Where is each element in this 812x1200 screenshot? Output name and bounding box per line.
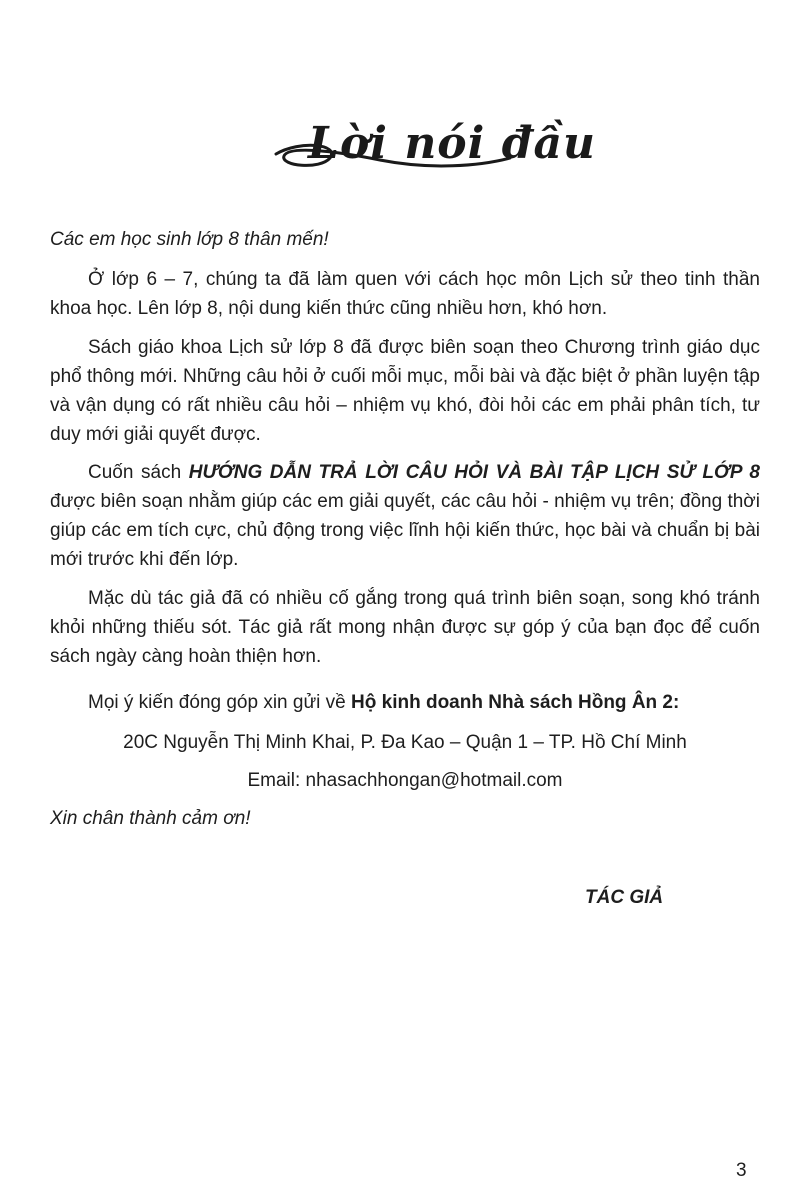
- signature: TÁC GIẢ: [585, 887, 664, 908]
- contact-address: 20C Nguyễn Thị Minh Khai, P. Đa Kao – Quận 1 – TP. Hồ Chí Minh: [123, 732, 687, 753]
- closing: Xin chân thành cảm ơn!: [50, 808, 251, 829]
- paragraph-4: Mặc dù tác giả đã có nhiều cố gắng trong quá trình biên soạn, song khó tránh khỏi những thiếu sót. Tác giả rất mong nhận được sự góp ý của bạn đọc để cuốn sách ngày càng hoàn thiện hơn.: [50, 588, 760, 667]
- paragraph-2: Sách giáo khoa Lịch sử lớp 8 đã được biên soạn theo Chương trình giáo dục phổ thông mới. Những câu hỏi ở cuối mỗi mục, mỗi bài và đặc biệt ở phần luyện tập và vận dụng có rất nhiều câu hỏi – nhiệm vụ khó, đòi hỏi các em phải phân tích, tư duy mới giải quyết được.: [50, 337, 760, 445]
- page-title: Lời nói đầu: [308, 118, 596, 169]
- contact-email: Email: nhasachhongan@hotmail.com: [247, 770, 563, 791]
- paragraph-3: [50, 458, 760, 574]
- contact-org: Hộ kinh doanh Nhà sách Hồng Ân 2:: [351, 692, 680, 713]
- greeting: Các em học sinh lớp 8 thân mến!: [50, 229, 329, 250]
- paragraph-1: Ở lớp 6 – 7, chúng ta đã làm quen với cách học môn Lịch sử theo tinh thần khoa học. Lên lớp 8, nội dung kiến thức cũng nhiều hơn, khó hơn.: [50, 269, 760, 319]
- page-number: 3: [736, 1160, 747, 1181]
- paragraph-3-rest: được biên soạn nhằm giúp các em giải quyết, các câu hỏi - nhiệm vụ trên; đồng thời giúp các em tích cực, chủ động trong việc lĩnh hội kiến thức, học bài và chuẩn bị bài mới trước khi đến lớp.: [50, 491, 760, 570]
- contact-line: [50, 688, 760, 717]
- contact-lead: Mọi ý kiến đóng góp xin gửi về: [88, 692, 352, 713]
- title-block: [270, 100, 596, 180]
- book-title: HƯỚNG DẪN TRẢ LỜI CÂU HỎI VÀ BÀI TẬP LỊCH SỬ LỚP 8: [188, 462, 760, 483]
- paragraph-3-lead: Cuốn sách: [88, 462, 189, 483]
